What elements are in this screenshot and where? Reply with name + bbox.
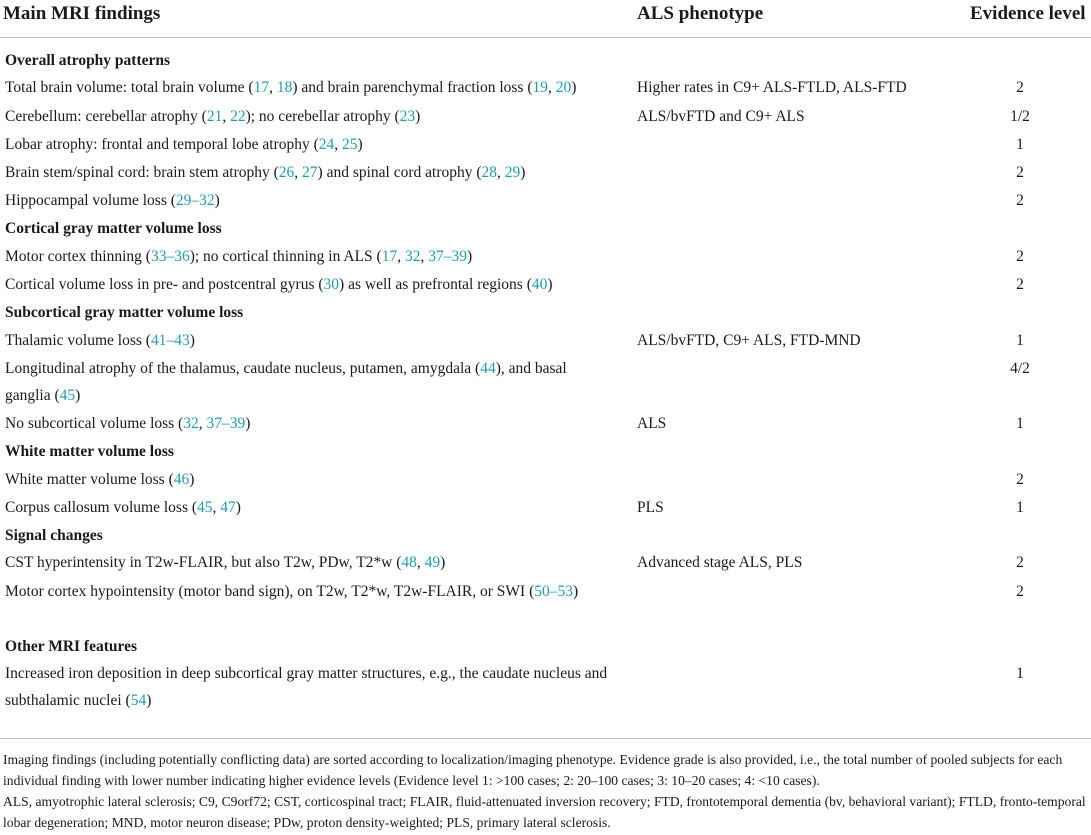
- evidence-cell: 1/2: [1010, 107, 1030, 125]
- section-title: Overall atrophy patterns: [5, 52, 171, 69]
- reference-link[interactable]: 17: [253, 79, 270, 97]
- finding-cell: Motor cortex thinning (33–36); no cortical thinning in ALS (17, 32, 37–39): [5, 247, 473, 265]
- reference-link[interactable]: 23: [399, 107, 416, 125]
- finding-cell: Motor cortex hypointensity (motor band sign), on T2w, T2*w, T2w-FLAIR, or SWI (50–53): [5, 582, 579, 600]
- header-als-phenotype: ALS phenotype: [637, 3, 764, 24]
- evidence-cell: 2: [1016, 470, 1024, 488]
- reference-link[interactable]: 44: [480, 359, 496, 377]
- evidence-cell: 1: [1016, 331, 1024, 349]
- section-title: Subcortical gray matter volume loss: [5, 304, 244, 322]
- reference-link[interactable]: 24: [318, 135, 335, 153]
- reference-link[interactable]: 20: [555, 79, 572, 97]
- phenotype-cell: Higher rates in C9+ ALS-FTLD, ALS-FTD: [637, 79, 907, 97]
- reference-link[interactable]: 45: [59, 386, 76, 404]
- finding-cell: Hippocampal volume loss (29–32): [5, 192, 220, 210]
- phenotype-cell: Advanced stage ALS, PLS: [637, 554, 803, 572]
- finding-cell: White matter volume loss (46): [5, 470, 195, 488]
- reference-link[interactable]: 22: [230, 107, 246, 125]
- reference-link[interactable]: 25: [342, 135, 358, 153]
- phenotype-cell: ALS/bvFTD and C9+ ALS: [637, 107, 805, 125]
- phenotype-cell: ALS/bvFTD, C9+ ALS, FTD-MND: [637, 331, 861, 349]
- reference-link[interactable]: 37–39: [428, 247, 467, 265]
- phenotype-cell: PLS: [637, 498, 664, 516]
- reference-link[interactable]: 33–36: [150, 247, 190, 265]
- evidence-cell: 1: [1016, 415, 1024, 432]
- finding-cell: Cerebellum: cerebellar atrophy (21, 22); no cerebellar atrophy (23): [5, 107, 421, 125]
- finding-cell: Brain stem/spinal cord: brain stem atrophy (26, 27) and spinal cord atrophy (28, 29): [5, 164, 526, 181]
- section-title: Other MRI features: [5, 637, 138, 655]
- evidence-cell: 2: [1016, 276, 1024, 293]
- reference-link[interactable]: 27: [302, 164, 318, 181]
- finding-cell: No subcortical volume loss (32, 37–39): [5, 415, 251, 432]
- reference-link[interactable]: 26: [278, 164, 295, 181]
- section-title: Signal changes: [5, 527, 103, 544]
- table-footnotes: [0, 738, 1091, 833]
- section-title: White matter volume loss: [5, 443, 174, 461]
- reference-link[interactable]: 54: [130, 692, 147, 710]
- reference-link[interactable]: 32: [404, 247, 421, 265]
- evidence-cell: 2: [1016, 247, 1024, 265]
- reference-link[interactable]: 37–39: [206, 415, 246, 432]
- evidence-cell: 4/2: [1010, 359, 1030, 377]
- reference-link[interactable]: 32: [183, 415, 199, 432]
- reference-link[interactable]: 28: [481, 164, 498, 181]
- evidence-cell: 2: [1016, 164, 1024, 181]
- evidence-cell: 2: [1016, 79, 1024, 97]
- finding-cell: Total brain volume: total brain volume (17, 18) and brain parenchymal fraction loss (19, 20): [5, 79, 577, 97]
- finding-cell: Thalamic volume loss (41–43): [5, 331, 195, 349]
- footnote-abbreviations: ALS, amyotrophic lateral sclerosis; C9, C9orf72; CST, corticospinal tract; FLAIR, fluid-attenuated inversion recovery; FTD, frontotemporal dementia (bv, behavioral variant); FTLD, fronto-temporal lobar degeneration; MND, motor neuron disease; PDw, proton density-weighted; PLS, primary lateral sclerosis.: [3, 794, 1086, 830]
- finding-cell: Cortical volume loss in pre- and postcentral gyrus (30) as well as prefrontal regions (40): [5, 276, 553, 293]
- reference-link[interactable]: 45: [197, 498, 213, 516]
- section-title: Cortical gray matter volume loss: [5, 220, 222, 238]
- evidence-cell: 1: [1016, 135, 1024, 153]
- phenotype-cell: ALS: [637, 415, 667, 432]
- reference-link[interactable]: 29: [504, 164, 521, 181]
- header-main-findings: Main MRI findings: [3, 3, 161, 24]
- reference-link[interactable]: 30: [323, 276, 340, 293]
- reference-link[interactable]: 41–43: [150, 331, 190, 349]
- reference-link[interactable]: 46: [173, 470, 190, 488]
- reference-link[interactable]: 49: [424, 554, 441, 572]
- reference-link[interactable]: 18: [276, 79, 293, 97]
- finding-cell: Corpus callosum volume loss (45, 47): [5, 498, 241, 516]
- evidence-cell: 2: [1016, 192, 1024, 210]
- table-header: [0, 0, 1091, 38]
- reference-link[interactable]: 17: [381, 247, 398, 265]
- finding-cell: Lobar atrophy: frontal and temporal lobe atrophy (24, 25): [5, 135, 363, 153]
- reference-link[interactable]: 29–32: [175, 192, 215, 210]
- header-evidence-level: Evidence level: [970, 3, 1086, 24]
- reference-link[interactable]: 40: [531, 276, 548, 293]
- finding-cell: Increased iron deposition in deep subcortical gray matter structures, e.g., the caudate nucleus and subthalamic nuclei (54): [5, 665, 608, 710]
- reference-link[interactable]: 48: [401, 554, 417, 572]
- reference-link[interactable]: 50–53: [534, 582, 573, 600]
- evidence-cell: 2: [1016, 554, 1024, 572]
- reference-link[interactable]: 21: [206, 107, 223, 125]
- evidence-cell: 1: [1016, 498, 1024, 516]
- evidence-cell: 1: [1016, 665, 1024, 683]
- footnote-description: Imaging findings (including potentially conflicting data) are sorted according to localization/imaging phenotype. Evidence grade is also provided, i.e., the total number of pooled subjects for each individual finding with lower number indicating higher evidence levels (Evidence level 1: >100 cases; 2: 20–100 cases; 3: 10–20 cases; 4: <10 cases).: [3, 752, 1063, 788]
- reference-link[interactable]: 19: [532, 79, 548, 97]
- evidence-cell: 2: [1016, 582, 1024, 600]
- reference-link[interactable]: 47: [220, 498, 236, 516]
- finding-cell: CST hyperintensity in T2w-FLAIR, but also T2w, PDw, T2*w (48, 49): [5, 554, 446, 572]
- finding-cell: Longitudinal atrophy of the thalamus, caudate nucleus, putamen, amygdala (44), and basal ganglia (45): [5, 359, 567, 404]
